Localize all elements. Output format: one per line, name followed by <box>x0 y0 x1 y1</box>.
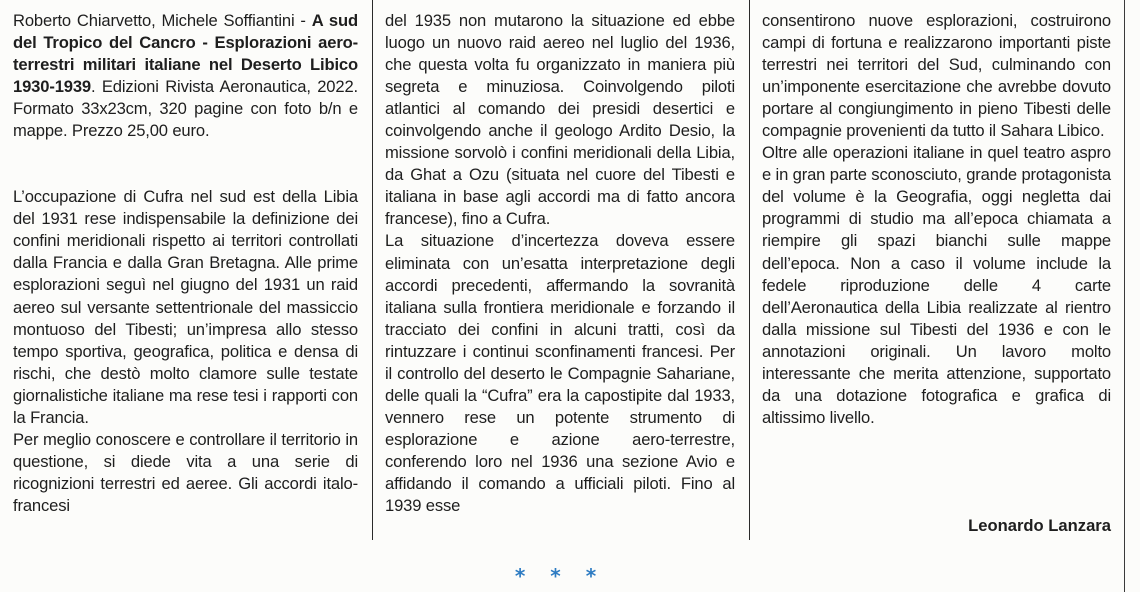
review-paragraph: Per meglio conoscere e controllare il territorio in questione, si diede vita a una serie di ricognizioni terrestri ed aeree. Gli accordi italo-francesi <box>13 429 358 515</box>
review-paragraph-continued: consentirono nuove esplorazioni, costruirono campi di fortuna e realizzarono importanti piste terrestri nei territori del Sud, culminando con un’imponente esercitazione che avrebbe dovuto portare al congiungimento in pieno Tibesti delle compagnie provenienti da tutto il Sahara Libico. <box>762 11 1111 141</box>
book-reference <box>13 10 358 142</box>
column-2 <box>385 10 735 517</box>
column-3 <box>762 10 1111 429</box>
column-divider <box>372 0 373 540</box>
book-authors: Roberto Chiarvetto, Michele Soffiantini - <box>13 11 312 30</box>
section-separator-stars: * * * <box>514 564 606 588</box>
review-author-signature: Leonardo Lanzara <box>968 516 1111 535</box>
column-divider <box>749 0 750 540</box>
review-paragraph-continued: del 1935 non mutarono la situazione ed ebbe luogo un nuovo raid aereo nel luglio del 1936, che questa volta fu organizzato in maniera più segreta e minuziosa. Coinvolgendo piloti atlantici al comando dei presidi desertici e coinvolgendo anche il geologo Ardito Desio, la missione sorvolò i confini meridionali della Libia, da Ghat a Ozu (situata nel cuore del Tibesti e italiana in base agli accordi ma di fatto ancora francese), fino a Cufra. <box>385 11 735 229</box>
review-paragraph: Oltre alle operazioni italiane in quel teatro aspro e in gran parte sconosciuto, grande protagonista del volume è la Geografia, oggi negletta dai programmi di studio ma all’epoca chiamata a riempire gli spazi bianchi sulle mappe dell’epoca. Non a caso il volume include la fedele riproduzione delle 4 carte dell’Aeronautica della Libia realizzate al rientro dalla missione sul Tibesti del 1936 e con le annotazioni originali. Un lavoro molto interessante che merita attenzione, supportato da una dotazione fotografica e grafica di altissimo livello. <box>762 143 1111 427</box>
book-title: A sud del Tropico del Cancro - Esplorazioni aero-terrestri militari italiane nel Deserto Libico 1930-1939 <box>13 11 358 97</box>
page-edge-line <box>1124 0 1125 592</box>
book-publication-details: . Edizioni Rivista Aeronautica, 2022. Formato 33x23cm, 320 pagine con foto b/n e mappe. Prezzo 25,00 euro. <box>13 77 358 141</box>
column-1 <box>13 10 358 517</box>
review-paragraph: L’occupazione di Cufra nel sud est della Libia del 1931 rese indispensabile la definizione dei confini meridionali rispetto ai territori controllati dalla Francia e dalla Gran Bretagna. Alle prime esplorazioni seguì nel giugno del 1931 un raid aereo sul versante settentrionale del massiccio montuoso del Tibesti; un’impresa allo stesso tempo sportiva, geografica, politica e densa di rischi, che destò molto clamore sulle testate giornalistiche italiane ma rese tesi i rapporti con la Francia. <box>13 187 358 427</box>
paragraph-gap <box>13 142 358 186</box>
review-paragraph: La situazione d’incertezza doveva essere eliminata con un’esatta interpretazione degli accordi precedenti, affermando la sovranità italiana sulla frontiera meridionale e forzando il tracciato dei confini in alcuni tratti, così da rintuzzare i continui sconfinamenti francesi. Per il controllo del deserto le Compagnie Sahariane, delle quali la “Cufra” era la capostipite dal 1933, vennero rese un potente strumento di esplorazione e azione aero-terrestre, conferendo loro nel 1936 una sezione Avio e affidando il comando a ufficiali piloti. Fino al 1939 esse <box>385 231 735 516</box>
